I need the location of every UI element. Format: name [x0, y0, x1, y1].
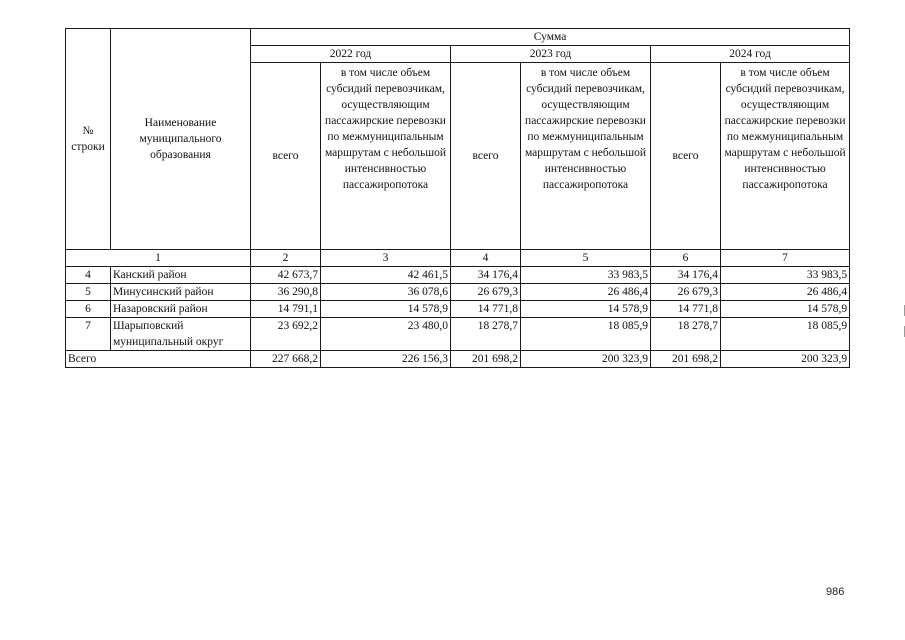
column-number: 7	[721, 250, 850, 267]
value-cell: 42 673,7	[251, 267, 321, 284]
table-row	[66, 267, 850, 284]
header-row-no: № строки	[66, 29, 111, 250]
total-value-cell: 200 323,9	[721, 351, 850, 368]
value-cell: 14 771,8	[651, 301, 721, 318]
column-number: 4	[451, 250, 521, 267]
municipality-name: Шарыповский муниципальный округ	[111, 318, 251, 351]
header-subsidy-2024: в том числе объем субсидий перевозчикам, осуществляющим пассажирские перевозки по межмуниципальным маршрутам с небольшой интенсивностью пассажиропотока	[721, 63, 850, 250]
page-number: 986	[826, 586, 845, 598]
value-cell: 42 461,5	[321, 267, 451, 284]
column-number: 3	[321, 250, 451, 267]
value-cell: 18 085,9	[521, 318, 651, 351]
value-cell: 36 290,8	[251, 284, 321, 301]
column-number: 2	[251, 250, 321, 267]
value-cell: 14 771,8	[451, 301, 521, 318]
header-year-2024: 2024 год	[651, 46, 850, 63]
value-cell: 18 085,9	[721, 318, 850, 351]
table-row	[66, 318, 850, 351]
column-number: 1	[66, 250, 251, 267]
row-number: 5	[66, 284, 111, 301]
value-cell: 14 578,9	[321, 301, 451, 318]
value-cell: 14 578,9	[521, 301, 651, 318]
header-year-2022: 2022 год	[251, 46, 451, 63]
value-cell: 14 578,9	[721, 301, 850, 318]
total-value-cell: 226 156,3	[321, 351, 451, 368]
value-cell: 18 278,7	[651, 318, 721, 351]
row-number: 6	[66, 301, 111, 318]
header-subsidy-2023: в том числе объем субсидий перевозчикам, осуществляющим пассажирские перевозки по межмуниципальным маршрутам с небольшой интенсивностью пассажиропотока	[521, 63, 651, 250]
value-cell: 36 078,6	[321, 284, 451, 301]
header-total-2022: всего	[251, 63, 321, 250]
header-subsidy-2022: в том числе объем субсидий перевозчикам, осуществляющим пассажирские перевозки по межмуниципальным маршрутам с небольшой интенсивностью пассажиропотока	[321, 63, 451, 250]
table-row	[66, 301, 850, 318]
value-cell: 33 983,5	[521, 267, 651, 284]
value-cell: 26 486,4	[521, 284, 651, 301]
value-cell: 33 983,5	[721, 267, 850, 284]
table-row	[66, 284, 850, 301]
value-cell: 26 486,4	[721, 284, 850, 301]
header-total-2023: всего	[451, 63, 521, 250]
value-cell: 18 278,7	[451, 318, 521, 351]
value-cell: 14 791,1	[251, 301, 321, 318]
value-cell: 23 480,0	[321, 318, 451, 351]
municipality-name: Канский район	[111, 267, 251, 284]
column-number-row	[66, 250, 850, 267]
total-value-cell: 200 323,9	[521, 351, 651, 368]
total-value-cell: 227 668,2	[251, 351, 321, 368]
value-cell: 34 176,4	[651, 267, 721, 284]
total-value-cell: 201 698,2	[451, 351, 521, 368]
total-row	[66, 351, 850, 368]
total-label: Всего	[66, 351, 251, 368]
value-cell: 26 679,3	[651, 284, 721, 301]
value-cell: 34 176,4	[451, 267, 521, 284]
total-value-cell: 201 698,2	[651, 351, 721, 368]
column-number: 5	[521, 250, 651, 267]
municipality-name: Минусинский район	[111, 284, 251, 301]
row-number: 4	[66, 267, 111, 284]
value-cell: 26 679,3	[451, 284, 521, 301]
municipality-name: Назаровский район	[111, 301, 251, 318]
subsidy-table	[65, 28, 850, 368]
header-municipality: Наименование муниципального образования	[111, 29, 251, 250]
column-number: 6	[651, 250, 721, 267]
header-sum-row	[66, 29, 850, 46]
value-cell: 23 692,2	[251, 318, 321, 351]
header-year-2023: 2023 год	[451, 46, 651, 63]
header-total-2024: всего	[651, 63, 721, 250]
header-sum: Сумма	[251, 29, 850, 46]
row-number: 7	[66, 318, 111, 351]
